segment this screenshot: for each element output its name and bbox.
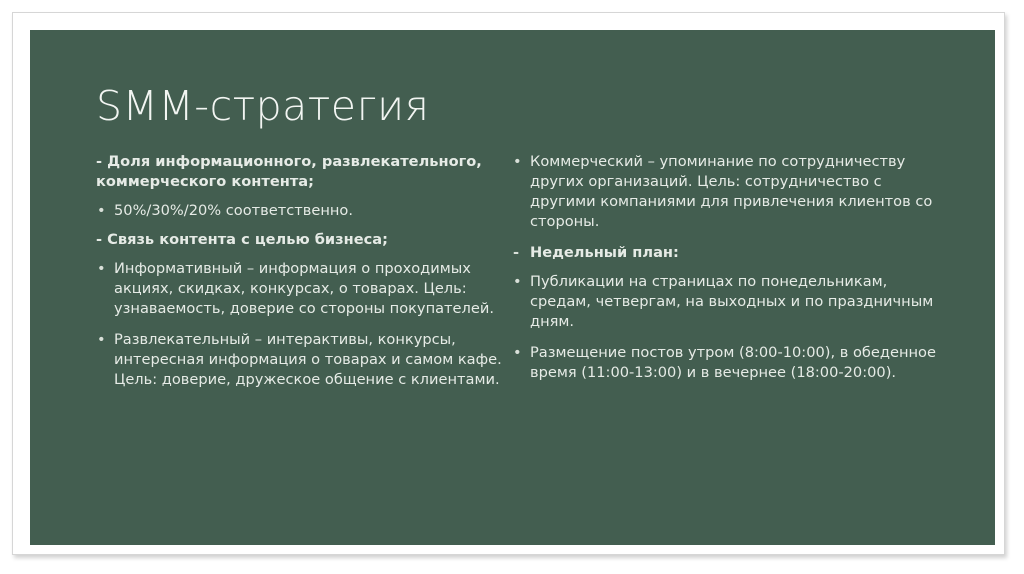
bullet-icon: • xyxy=(513,344,522,361)
bullet-icon: • xyxy=(97,331,106,348)
right-item-2-text: Публикации на страницах по понедельникам, средам, четвергам, на выходных и по праздничным дням. xyxy=(530,273,934,330)
right-item-1-text: Коммерческий – упоминание по сотрудничеству других организаций. Цель: сотрудничество с другими компаниями для привлечения клиентов со стороны. xyxy=(530,153,933,230)
right-item-3-text: Размещение постов утром (8:00-10:00), в обеденное время (11:00-13:00) и в вечернее (18:00-20:00). xyxy=(530,344,936,381)
bullet-icon: • xyxy=(513,273,522,290)
left-heading-2: - Связь контента с целью бизнеса; xyxy=(96,231,388,248)
right-heading xyxy=(512,243,942,263)
bullet-icon: • xyxy=(513,153,522,170)
left-bullet-item xyxy=(96,201,511,221)
slide xyxy=(30,30,995,545)
left-column xyxy=(96,152,511,399)
bullet-icon: • xyxy=(97,260,106,277)
right-heading-text: Недельный план: xyxy=(530,244,679,261)
left-heading-1: - Доля информационного, развлекательного, коммерческого контента; xyxy=(96,153,482,190)
right-bullet-item xyxy=(512,343,942,383)
dash-marker: - xyxy=(513,244,520,261)
right-column xyxy=(512,152,942,392)
left-bullet-item xyxy=(96,259,511,319)
bullet-icon: • xyxy=(97,202,106,219)
left-bullet-item xyxy=(96,330,511,390)
slide-title: SMM-стратегия xyxy=(96,82,430,130)
left-item-2-text: Информативный – информация о проходимых акциях, скидках, конкурсах, о товарах. Цель: узнаваемость, доверие со стороны покупателей. xyxy=(114,260,494,317)
left-item-3-text: Развлекательный – интерактивы, конкурсы, интересная информация о товарах и самом кафе. Цель: доверие, дружеское общение с клиентами. xyxy=(114,331,502,388)
right-bullet-item xyxy=(512,152,942,232)
right-bullet-item xyxy=(512,272,942,332)
left-item-1-text: 50%/30%/20% соответственно. xyxy=(114,202,354,219)
